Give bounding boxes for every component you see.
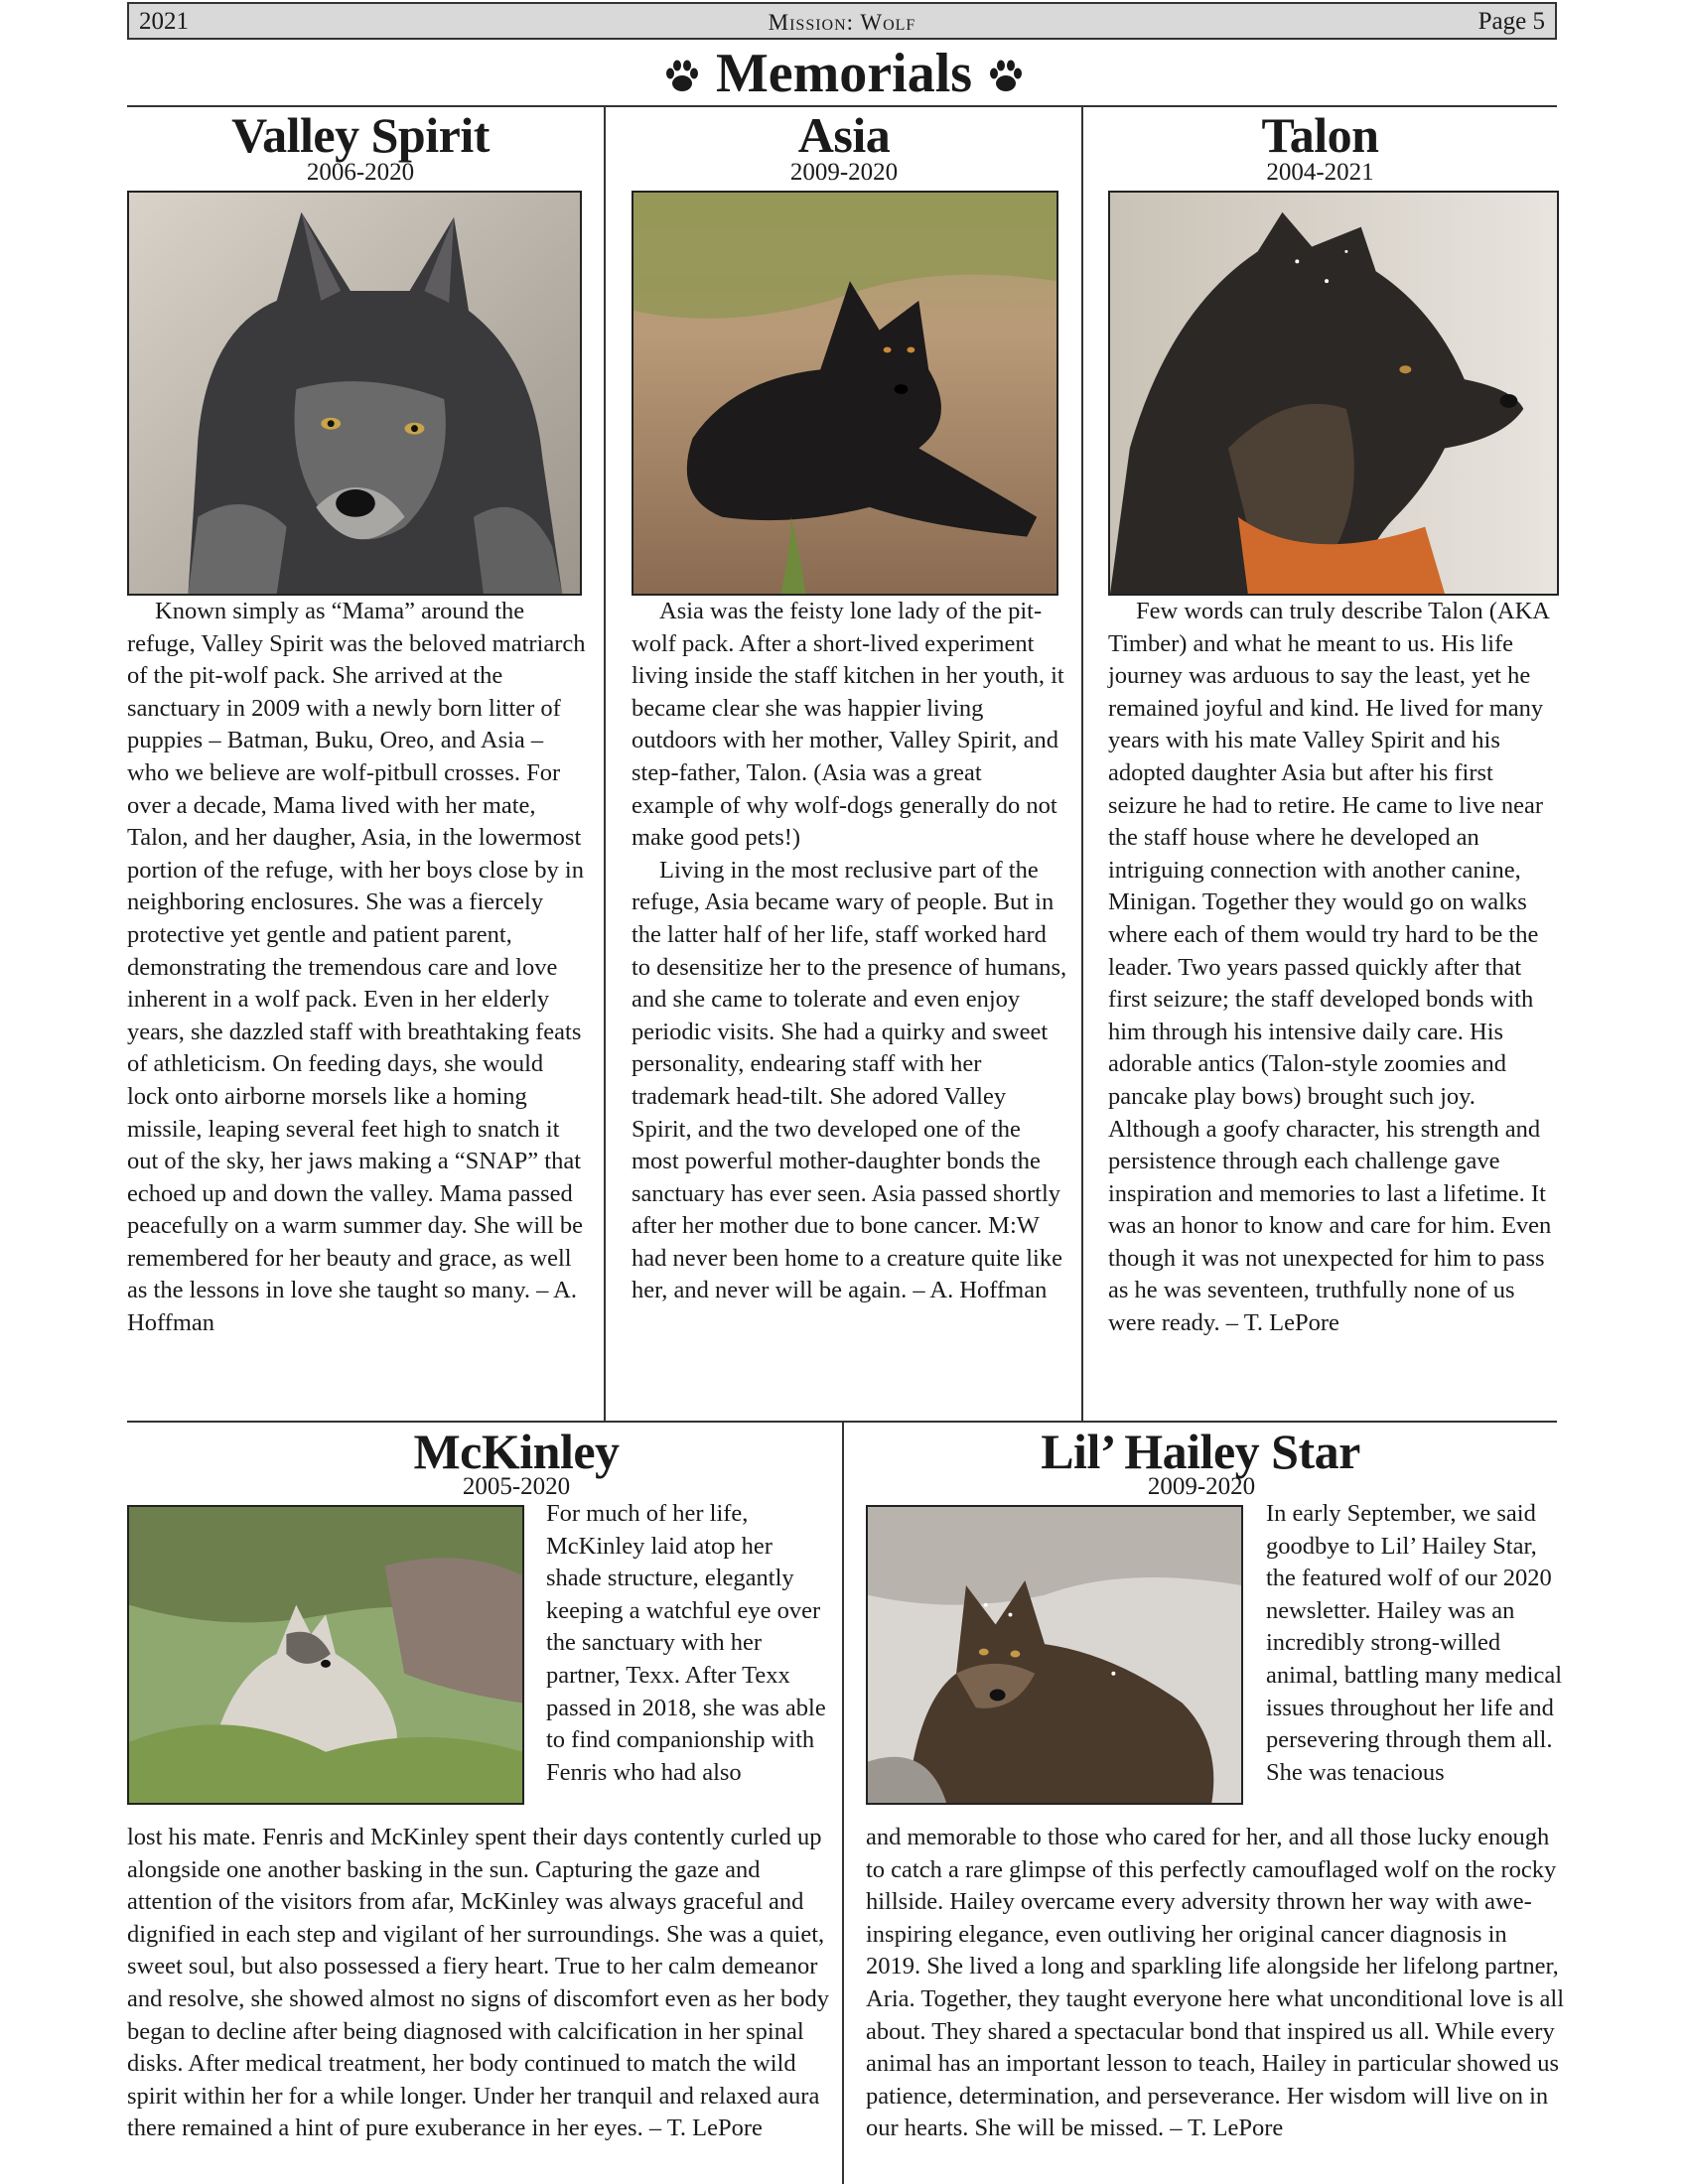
- paw-print-icon: [986, 47, 1026, 110]
- memorial-paragraph: Few words can truly describe Talon (AKA Timber) and what he meant to us. His life journey was arduous to say the least, yet he remained joyful and kind. He lived for many years with his mate Valley Spirit and his adopted daughter Asia but after his first seizure he had to retire. He came to live near the staff house where he developed an intriguing connection with another canine, Minigan. Together they would go on walks where each of them would try hard to be the leader. Two years passed quickly after that first seizure; the staff developed bonds with him through his intensive daily care. His adorable antics (Talon-style zoomies and pancake play bows) brought such joy. Although a goofy character, his strength and persistence through each challenge gave inspiration and memories to last a lifetime. It was an honor to know and care for him. Even though it was not unexpected for him to pass as he was seventeen, truthfully none of us were ready. – T. LePore: [1108, 598, 1552, 1337]
- memorial-years: 2004-2021: [1266, 159, 1374, 186]
- memorial-text-beside-photo: [546, 1498, 826, 1789]
- section-title-row: [0, 42, 1688, 110]
- column-divider: [1081, 107, 1083, 1421]
- section-title: Memorials: [715, 43, 973, 104]
- memorial-paragraph: In early September, we said goodbye to Lil’ Hailey Star, the featured wolf of our 2020 newsletter. Hailey was an incredibly strong-willed animal, battling many medical issues throughout her life and persevering through them all. She was tenacious: [1266, 1500, 1562, 1786]
- memorial-paragraph: lost his mate. Fenris and McKinley spent their days contently curled up alongside one another basking in the sun. Capturing the gaze and attention of the visitors from afar, McKinley was always graceful and dignified in each step and vigilant of her surroundings. She was a quiet, sweet soul, but also possessed a fiery heart. True to her calm demeanor and resolve, she showed almost no signs of discomfort even as her body began to decline after being diagnosed with calcification in her spinal disks. After medical treatment, her body continued to match the wild spirit within her for a while longer. Under her tranquil and relaxed aura there remained a hint of pure exuberance in her eyes. – T. LePore: [127, 1824, 829, 2142]
- memorial-photo: [127, 1505, 524, 1805]
- memorial-photo: [632, 191, 1058, 596]
- header-year: 2021: [139, 8, 189, 35]
- memorial-text: [632, 596, 1068, 1307]
- memorial-text-beside-photo: [1266, 1498, 1564, 1789]
- memorial-name: Talon: [1261, 107, 1379, 163]
- memorial-name: Lil’ Hailey Star: [1041, 1424, 1360, 1479]
- memorial-text-below-photo: [127, 1822, 830, 2145]
- memorial-name: Asia: [797, 107, 891, 163]
- column-divider: [842, 1423, 844, 2184]
- gray-wolf-in-grass-icon: [129, 1507, 522, 1803]
- brown-wolf-in-snow-icon: [868, 1507, 1241, 1803]
- black-wolfdog-lying-icon: [633, 193, 1056, 594]
- memorial-years: 2009-2020: [1147, 1473, 1256, 1500]
- memorial-years: 2009-2020: [789, 159, 899, 186]
- memorial-paragraph: and memorable to those who cared for her, and all those lucky enough to catch a rare glimpse of this perfectly camouflaged wolf on the rocky hillside. Hailey overcame every adversity thrown her way with awe-inspiring elegance, even outliving her original cancer diagnosis in 2019. She lived a long and sparkling life alongside her lifelong partner, Aria. Together, they taught everyone here what unconditional love is all about. They shared a spectacular bond that inspired us all. While every animal has an important lesson to teach, Hailey in particular showed us patience, determination, and perseverance. Her wisdom will live on in our hearts. She will be missed. – T. LePore: [866, 1824, 1565, 2142]
- header-publication-title: Mission: Wolf: [768, 10, 916, 35]
- memorial-years: 2005-2020: [462, 1473, 571, 1500]
- memorial-photo: [1108, 191, 1559, 596]
- memorial-photo: [127, 191, 582, 596]
- memorial-paragraph: Asia was the feisty lone lady of the pit-wolf pack. After a short-lived experiment living inside the staff kitchen in her youth, it became clear she was happier living outdoors with her mother, Valley Spirit, and step-father, Talon. (Asia was a great example of why wolf-dogs generally do not make good pets!): [632, 598, 1064, 852]
- memorial-text-below-photo: [866, 1822, 1565, 2145]
- memorial-text: [127, 596, 586, 1340]
- memorial-paragraph: Living in the most reclusive part of the refuge, Asia became wary of people. But in the latter half of her life, staff worked hard to desensitize her to the presence of humans, and she came to tolerate and even enjoy periodic visits. She had a quirky and sweet personality, endearing staff with her trademark head-tilt. She adored Valley Spirit, and the two developed one of the most powerful mother-daughter bonds the sanctuary has ever seen. Asia passed shortly after her mother due to bone cancer. M:W had never been home to a creature quite like her, and never will be again. – A. Hoffman: [632, 856, 1067, 1304]
- memorial-paragraph: Known simply as “Mama” around the refuge, Valley Spirit was the beloved matriarch of the pit-wolf pack. She arrived at the sanctuary in 2009 with a newly born litter of puppies – Batman, Buku, Oreo, and Asia – who we believe are wolf-pitbull crosses. For over a decade, Mama lived with her mate, Talon, and her daugher, Asia, in the lowermost portion of the refuge, with her boys close by in neighboring enclosures. She was a fiercely protective yet gentle and patient parent, demonstrating the tremendous care and love inherent in a wolf pack. Even in her elderly years, she dazzled staff with breathtaking feats of athleticism. On feeding days, she would lock onto airborne morsels like a homing missile, leaping several feet high to snatch it out of the sky, her jaws making a “SNAP” that echoed up and down the valley. Mama passed peacefully on a warm summer day. She will be remembered for her beauty and grace, as well as the lessons in love she taught so many. – A. Hoffman: [127, 598, 586, 1337]
- memorial-photo: [866, 1505, 1243, 1805]
- paw-print-icon: [662, 47, 702, 110]
- column-divider: [604, 107, 606, 1421]
- memorial-text: [1108, 596, 1565, 1340]
- memorial-name: McKinley: [413, 1424, 620, 1479]
- black-wolf-profile-icon: [1110, 193, 1557, 594]
- page-header: [127, 2, 1557, 40]
- header-page-number: Page 5: [1477, 8, 1545, 35]
- gray-wolf-portrait-icon: [129, 193, 580, 594]
- memorial-paragraph: For much of her life, McKinley laid atop her shade structure, elegantly keeping a watchful eye over the sanctuary with her partner, Texx. After Texx passed in 2018, she was able to find companionship with Fenris who had also: [546, 1500, 826, 1786]
- memorial-name: Valley Spirit: [231, 107, 490, 163]
- memorial-years: 2006-2020: [306, 159, 415, 186]
